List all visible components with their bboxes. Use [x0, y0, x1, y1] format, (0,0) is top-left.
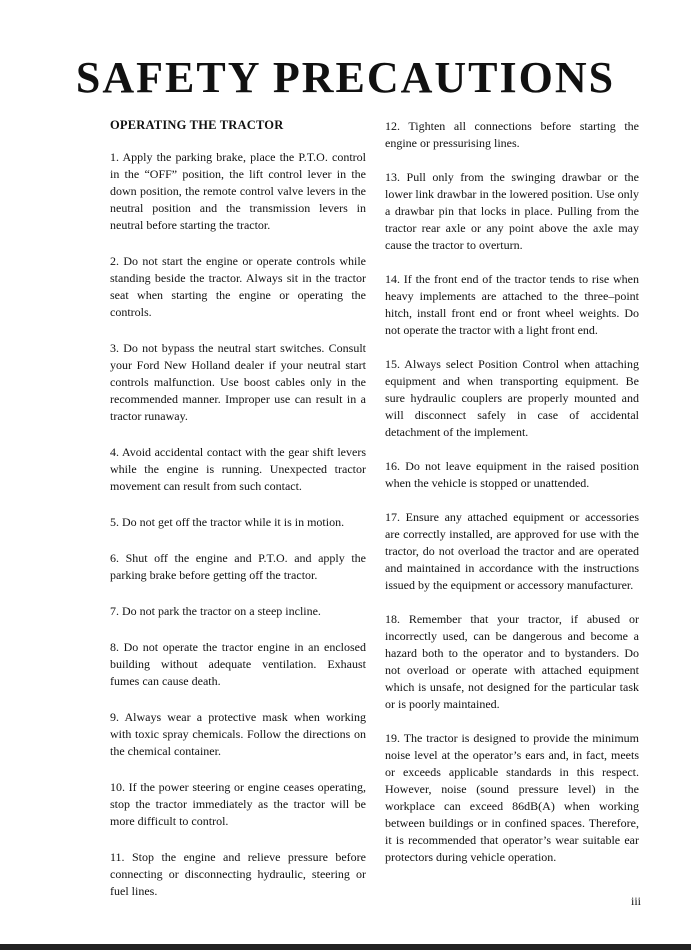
precaution-item-1: 1. Apply the parking brake, place the P.T.O. control in the “OFF” position, the lift control lever in the down position, the remote control valve levers in the neutral position and the transmission levers in neutral before starting the tractor. [110, 150, 366, 232]
precaution-item-17: 17. Ensure any attached equipment or accessories are correctly installed, are approved for use with the tractor, do not overload the tractor and are operated and maintained in accordance with the instructions issued by the equipment or accessory manufacturer. [385, 510, 639, 592]
precaution-item-9: 9. Always wear a protective mask when working with toxic spray chemicals. Follow the directions on the chemical container. [110, 710, 366, 758]
right-column [385, 118, 639, 883]
precaution-item-7: 7. Do not park the tractor on a steep incline. [110, 604, 321, 618]
precaution-item-3: 3. Do not bypass the neutral start switches. Consult your Ford New Holland dealer if your neutral start controls malfunction. Use boost cables only in the recommended manner. Improper use can result in a tractor runaway. [110, 341, 366, 423]
precaution-item-12: 12. Tighten all connections before starting the engine or pressurising lines. [385, 119, 639, 150]
precaution-item-13: 13. Pull only from the swinging drawbar or the lower link drawbar in the lowered position. Use only a drawbar pin that locks in place. Pulling from the tractor rear axle or any point above the axle may cause the tractor to overturn. [385, 170, 639, 252]
page-title: SAFETY PRECAUTIONS [75, 53, 616, 102]
left-column [110, 118, 366, 919]
precaution-item-5: 5. Do not get off the tractor while it is in motion. [110, 515, 345, 529]
precaution-item-19: 19. The tractor is designed to provide the minimum noise level at the operator’s ears and, in fact, meets or exceeds applicable standards in this respect. However, noise (sound pressure level) in the workplace can exceed 86dB(A) when working between buildings or in confined spaces. Therefore, it is recommended that operator’s wear suitable ear protectors during vehicle operation. [385, 731, 639, 864]
precaution-item-2: 2. Do not start the engine or operate controls while standing beside the tractor. Always sit in the tractor seat when starting the engine or operating the controls. [110, 254, 366, 319]
precaution-item-8: 8. Do not operate the tractor engine in an enclosed building without adequate ventilation. Exhaust fumes can cause death. [110, 640, 366, 688]
precaution-item-10: 10. If the power steering or engine ceases operating, stop the tractor immediately as the tractor will be more difficult to control. [110, 780, 366, 828]
bottom-rule [0, 944, 691, 950]
precaution-item-11: 11. Stop the engine and relieve pressure before connecting or disconnecting hydraulic, steering or fuel lines. [110, 850, 366, 898]
precaution-item-6: 6. Shut off the engine and P.T.O. and apply the parking brake before getting off the tractor. [110, 551, 366, 582]
page-number: iii [630, 894, 641, 908]
precaution-item-14: 14. If the front end of the tractor tends to rise when heavy implements are attached to the three–point hitch, install front end or front wheel weights. Do not operate the tractor with a light front end. [385, 272, 639, 337]
precaution-item-4: 4. Avoid accidental contact with the gear shift levers while the engine is running. Unexpected tractor movement can result from such contact. [110, 445, 366, 493]
section-heading: OPERATING THE TRACTOR [110, 118, 284, 132]
precaution-item-18: 18. Remember that your tractor, if abused or incorrectly used, can be dangerous and become a hazard both to the operator and to bystanders. Do not overload or operate with attached equipment which is unsafe, not designed for the particular task or is poorly maintained. [385, 612, 639, 711]
precaution-item-16: 16. Do not leave equipment in the raised position when the vehicle is stopped or unattended. [385, 459, 639, 490]
precaution-item-15: 15. Always select Position Control when attaching equipment and when transporting equipment. Be sure hydraulic couplers are properly mounted and will disconnect safely in case of accidental detachment of the implement. [385, 357, 639, 439]
